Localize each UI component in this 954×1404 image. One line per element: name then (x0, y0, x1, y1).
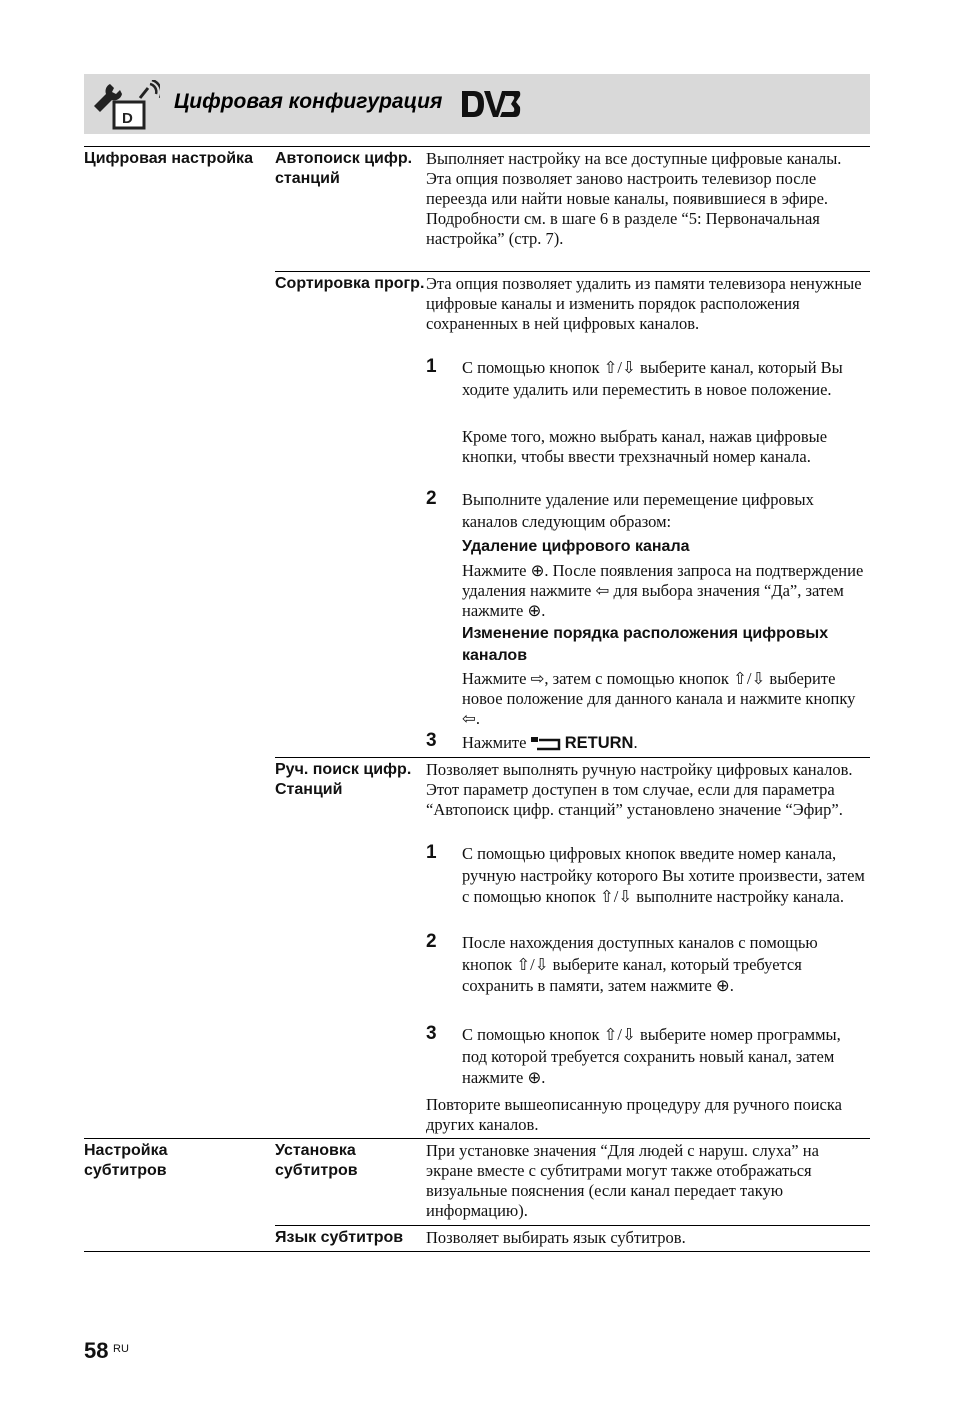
section-subtitle-setup: Настройка субтитров (84, 1142, 168, 1179)
sort-label: Сортировка прогр. (275, 275, 425, 292)
step-number: 1 (426, 842, 437, 863)
rule (275, 271, 870, 272)
manual-step1: С помощью цифровых кнопок введите номер канала, ручную настройку которого Вы хотите произвести, затем с помощью кнопок ⇧/⇩ выполните настройку канала. (462, 844, 865, 906)
rule-section (84, 1138, 870, 1139)
subtitle-set-text: При установке значения “Для людей с наруш. слуха” на экране вместе с субтитрами могут также отображаться визуальные пояснения (если канал передает такую информацию). (426, 1141, 819, 1220)
dvb-logo (460, 87, 522, 121)
subtitle-lang-label: Язык субтитров (275, 1229, 404, 1246)
auto-search-label: Автопоиск цифр. станций (275, 150, 413, 187)
page-lang: RU (113, 1343, 129, 1355)
step-number: 2 (426, 931, 437, 952)
section-header (84, 74, 870, 134)
delete-text: Нажмите ⊕. После появления запроса на подтверждение удаления нажмите ⇦ для выбора значения “Да”, затем нажмите ⊕. (462, 561, 864, 620)
digital-settings-icon (90, 80, 160, 132)
sort-intro: Эта опция позволяет удалить из памяти телевизора ненужные цифровые каналы и изменить порядок расположения сохраненных в ней цифровых каналов. (426, 274, 862, 333)
sort-step1: С помощью кнопок ⇧/⇩ выберите канал, который Вы ходите удалить или переместить в новое положение. (462, 358, 843, 399)
return-key-label: RETURN (564, 734, 634, 752)
manual-step3: С помощью кнопок ⇧/⇩ выберите номер программы, под которой требуется сохранить новый канал, затем нажмите ⊕. (462, 1025, 841, 1087)
manual-search-label: Руч. поиск цифр. Станций (275, 761, 412, 798)
manual-outro: Повторите вышеописанную процедуру для ручного поиска других каналов. (426, 1095, 842, 1134)
reorder-title: Изменение порядка расположения цифровых каналов (462, 625, 829, 664)
manual-intro: Позволяет выполнять ручную настройку цифровых каналов. Этот параметр доступен в том случае, если для параметра “Автопоиск цифр. станций” установлено значение “Эфир”. (426, 760, 853, 819)
sort-step2: Выполните удаление или перемещение цифровых каналов следующим образом: (462, 490, 814, 531)
rule (275, 757, 870, 758)
section-digital-setup: Цифровая настройка (84, 150, 253, 167)
reorder-text: Нажмите ⇨, затем с помощью кнопок ⇧/⇩ выберите новое положение для данного канала и нажмите кнопку ⇦. (462, 669, 856, 728)
page-number: 58 (84, 1338, 109, 1363)
subtitle-lang-text: Позволяет выбирать язык субтитров. (426, 1228, 686, 1247)
step-number: 3 (426, 1023, 437, 1044)
tv-letter: D (122, 110, 133, 127)
auto-search-text: Выполняет настройку на все доступные цифровые каналы. Эта опция позволяет заново настроить телевизор после переезда или найти новые каналы, появившиеся в эфире. Подробности см. в шаге 6 в разделе “5: Первоначальная настройка” (стр. 7). (426, 149, 842, 248)
page-title: Цифровая конфигурация (174, 90, 443, 113)
subtitle-set-label: Установка субтитров (275, 1142, 358, 1179)
rule (275, 1225, 870, 1226)
sort-step3: Нажмите RETURN. (462, 733, 638, 752)
rule-top (84, 146, 870, 147)
step-number: 2 (426, 488, 437, 509)
step3-prefix: Нажмите (462, 733, 527, 752)
step-number: 1 (426, 356, 437, 377)
step-number: 3 (426, 730, 437, 751)
return-icon (531, 737, 561, 751)
sort-step1-note: Кроме того, можно выбрать канал, нажав цифровые кнопки, чтобы ввести трехзначный номер канала. (462, 427, 828, 466)
rule-bottom (84, 1251, 870, 1252)
delete-title: Удаление цифрового канала (462, 538, 690, 555)
manual-step2: После нахождения доступных каналов с помощью кнопок ⇧/⇩ выберите канал, который требуется сохранить в памяти, затем нажмите ⊕. (462, 933, 818, 995)
